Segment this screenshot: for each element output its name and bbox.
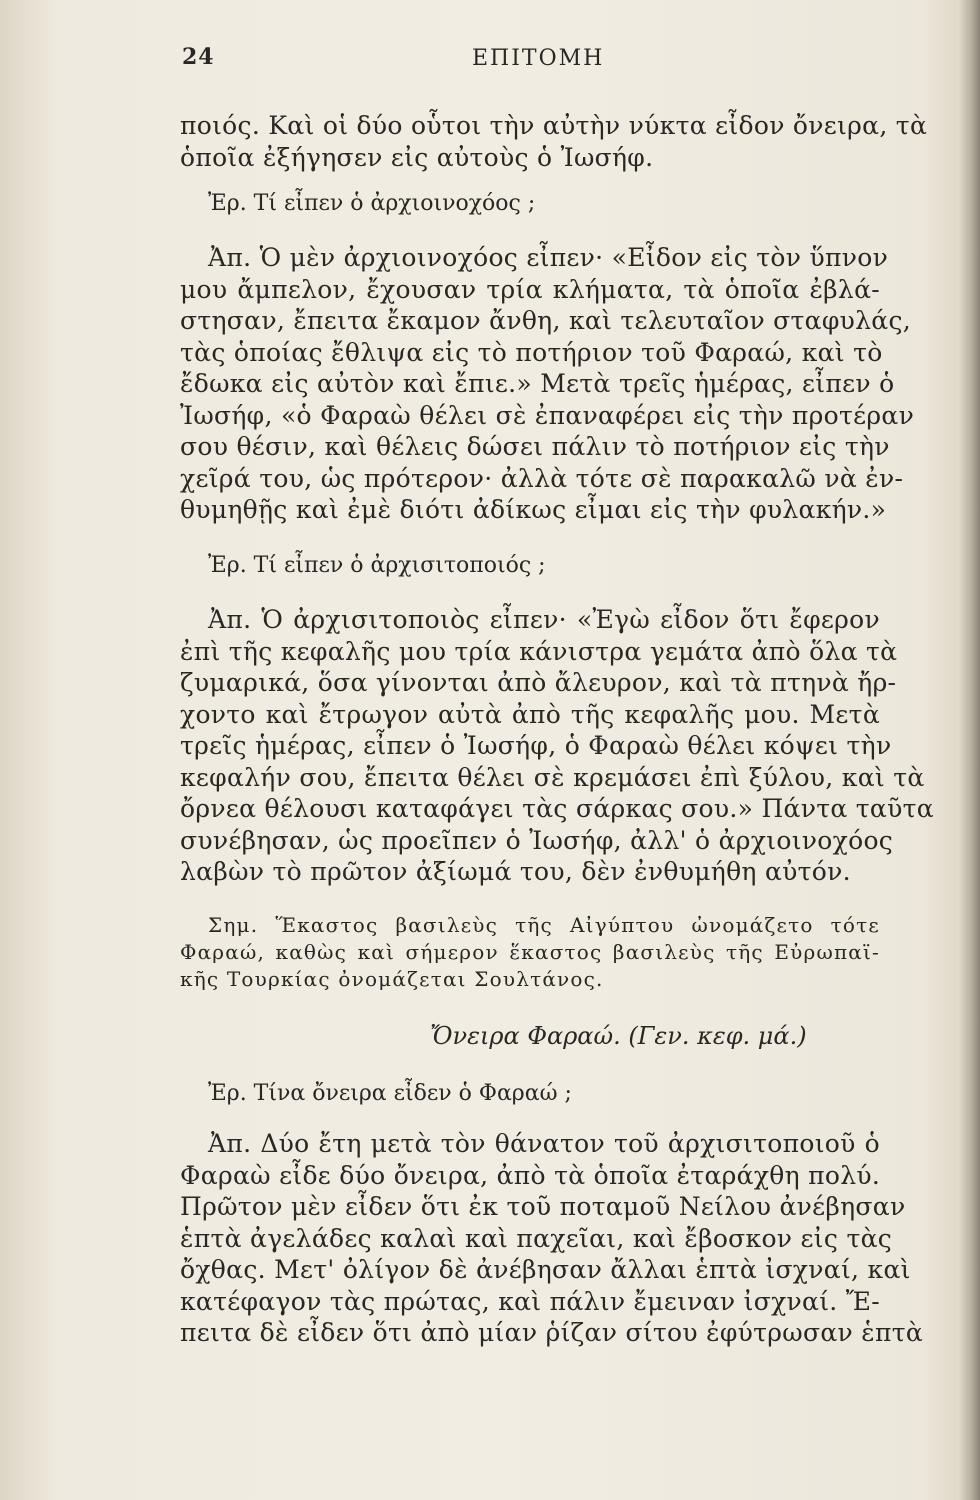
note-line: κῆς Τουρκίας ὀνομάζεται Σουλτάνος. xyxy=(180,967,604,991)
text-line: συνέβησαν, ὡς προεῖπεν ὁ Ἰωσήφ, ἀλλ' ὁ ἀρχιοινοχόος xyxy=(180,825,894,855)
page-header xyxy=(182,44,882,74)
text-line: χεῖρά του, ὡς πρότερον· ἀλλὰ τότε σὲ παρακαλῶ νὰ ἐν- xyxy=(180,463,904,493)
text-line: μου ἄμπελον, ἔχουσαν τρία κλήματα, τὰ ὁποῖα ἐβλά- xyxy=(180,274,880,304)
question-2 xyxy=(180,550,880,582)
answer-2 xyxy=(180,604,934,888)
text-line: ἔδωκα εἰς αὐτὸν καὶ ἔπιε.» Μετὰ τρεῖς ἡμέρας, εἶπεν ὁ xyxy=(180,369,895,398)
text-line: ὁποῖα ἐξήγησεν εἰς αὐτοὺς ὁ Ἰωσήφ. xyxy=(180,142,654,172)
text-line: ὄρνεα θέλουσι καταφάγει τὰς σάρκας σου.» Πάντα ταῦτα xyxy=(180,794,934,823)
question-1 xyxy=(180,188,880,220)
text-line: ζυμαρικά, ὅσα γίνονται ἀπὸ ἄλευρον, καὶ τὰ πτηνὰ ἤρ- xyxy=(180,668,897,697)
answer-3 xyxy=(180,1128,924,1349)
paragraph-continuation xyxy=(180,110,928,173)
page-number: 24 xyxy=(182,44,215,70)
question-line: Ἐρ. Τί εἶπεν ὁ ἀρχισιτοποιός ; xyxy=(208,553,546,578)
question-line: Ἐρ. Τίνα ὄνειρα εἶδεν ὁ Φαραώ ; xyxy=(208,1081,572,1106)
text-line: θυμηθῇς καὶ ἐμὲ διότι ἀδίκως εἶμαι εἰς τὴν φυλακήν.» xyxy=(180,495,887,524)
text-line: Φαραὼ εἶδε δύο ὄνειρα, ἀπὸ τὰ ὁποῖα ἐταράχθη πολύ. xyxy=(180,1160,881,1190)
note-line: Σημ. Ἕκαστος βασιλεὺς τῆς Αἰγύπτου ὠνομάζετο τότε xyxy=(208,913,880,937)
text-line: ὄχθας. Μετ' ὀλίγον δὲ ἀνέβησαν ἄλλαι ἑπτὰ ἰσχναί, καὶ xyxy=(180,1255,911,1284)
text-line: τρεῖς ἡμέρας, εἶπεν ὁ Ἰωσήφ, ὁ Φαραὼ θέλει κόψει τὴν xyxy=(180,731,892,760)
note-line: Φαραώ, καθὼς καὶ σήμερον ἕκαστος βασιλεὺς τῆς Εὐρωπαϊ- xyxy=(180,940,880,964)
text-line: λαβὼν τὸ πρῶτον ἀξίωμά του, δὲν ἐνθυμήθη αὐτόν. xyxy=(180,857,851,886)
text-line: κεφαλήν σου, ἔπειτα θέλει σὲ κρεμάσει ἐπὶ ξύλου, καὶ τὰ xyxy=(180,762,925,792)
section-heading: Ὄνειρα Φαραώ. (Γεν. κεφ. μά.) xyxy=(430,1022,807,1050)
text-line: Ἀπ. Δύο ἔτη μετὰ τὸν θάνατον τοῦ ἀρχισιτοποιοῦ ὁ xyxy=(208,1129,880,1158)
answer-1 xyxy=(180,242,915,526)
text-line: κατέφαγον τὰς πρώτας, καὶ πάλιν ἔμειναν ἰσχναί. Ἔ- xyxy=(180,1286,881,1316)
footnote xyxy=(180,912,880,993)
text-line: Ἀπ. Ὁ ἀρχισιτοποιὸς εἶπεν· «Ἐγὼ εἶδον ὅτι ἔφερον xyxy=(208,605,880,634)
text-line: χοντο καὶ ἔτρωγον αὐτὰ ἀπὸ τῆς κεφαλῆς μου. Μετὰ xyxy=(180,699,880,729)
page-edge xyxy=(958,0,980,1500)
running-title: ΕΠΙΤΟΜΗ xyxy=(472,46,605,71)
text-line: Ἰωσήφ, «ὁ Φαραὼ θέλει σὲ ἐπαναφέρει εἰς τὴν προτέραν xyxy=(180,400,915,430)
text-line: ποιός. Καὶ οἱ δύο οὗτοι τὴν αὐτὴν νύκτα εἶδον ὄνειρα, τὰ xyxy=(180,111,928,140)
question-3 xyxy=(180,1078,880,1110)
text-line: σου θέσιν, καὶ θέλεις δώσει πάλιν τὸ ποτήριον εἰς τὴν xyxy=(180,432,890,461)
text-line: στησαν, ἔπειτα ἔκαμον ἄνθη, καὶ τελευταῖον σταφυλάς, xyxy=(180,306,912,335)
text-line: ἐπὶ τῆς κεφαλῆς μου τρία κάνιστρα γεμάτα ἀπὸ ὅλα τὰ xyxy=(180,636,898,666)
text-line: πειτα δὲ εἶδεν ὅτι ἀπὸ μίαν ῥίζαν σίτου ἐφύτρωσαν ἑπτὰ xyxy=(180,1318,924,1347)
question-line: Ἐρ. Τί εἶπεν ὁ ἀρχιοινοχόος ; xyxy=(208,191,536,216)
text-line: ἑπτὰ ἀγελάδες καλαὶ καὶ παχεῖαι, καὶ ἔβοσκον εἰς τὰς xyxy=(180,1223,893,1253)
text-line: Ἀπ. Ὁ μὲν ἀρχιοινοχόος εἶπεν· «Εἶδον εἰς τὸν ὕπνον xyxy=(208,243,889,272)
text-line: Πρῶτον μὲν εἶδεν ὅτι ἐκ τοῦ ποταμοῦ Νείλου ἀνέβησαν xyxy=(180,1192,906,1221)
text-line: τὰς ὁποίας ἔθλιψα εἰς τὸ ποτήριον τοῦ Φαραώ, καὶ τὸ xyxy=(180,337,883,367)
